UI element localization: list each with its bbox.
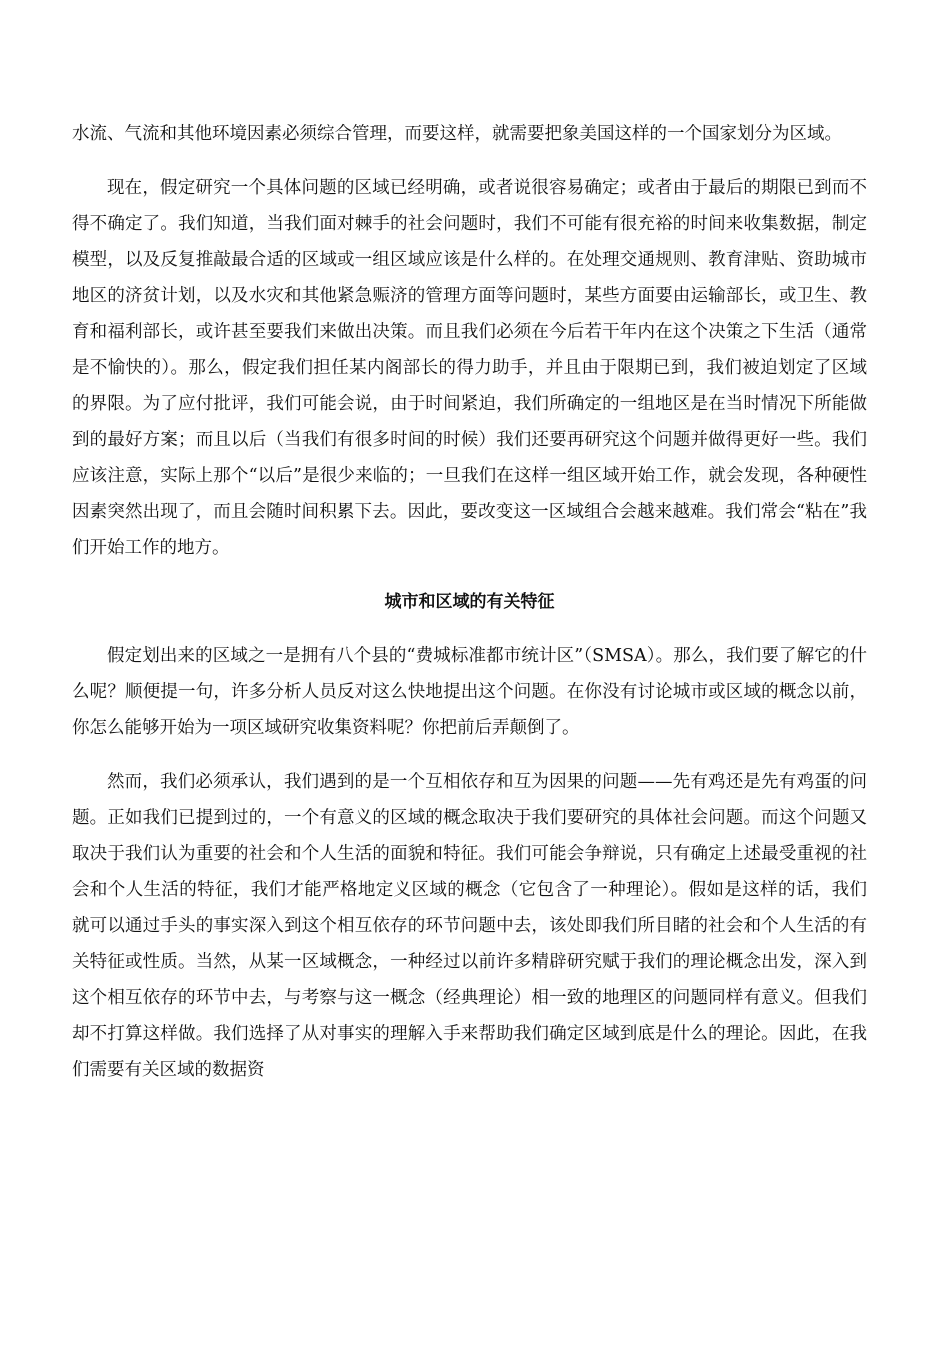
document-page — [72, 116, 867, 1106]
paragraph-deadline-regions: 现在，假定研究一个具体问题的区域已经明确，或者说很容易确定；或者由于最后的期限已到而不得不确定了。我们知道，当我们面对棘手的社会问题时，我们不可能有很充裕的时间来收集数据，制定模型，以及反复推敲最合适的区域或一组区域应该是什么样的。在处理交通规则、教育津贴、资助城市地区的济贫计划，以及水灾和其他紧急赈济的管理方面等问题时，某些方面要由运输部长，或卫生、教育和福利部长，或许甚至要我们来做出决策。而且我们必须在今后若干年内在这个决策之下生活（通常是不愉快的）。那么，假定我们担任某内阁部长的得力助手，并且由于限期已到，我们被迫划定了区域的界限。为了应付批评，我们可能会说，由于时间紧迫，我们所确定的一组地区是在当时情况下所能做到的最好方案；而且以后（当我们有很多时间的时候）我们还要再研究这个问题并做得更好一些。我们应该注意，实际上那个“以后”是很少来临的；一旦我们在这样一组区域开始工作，就会发现，各种硬性因素突然出现了，而且会随时间积累下去。因此，要改变这一区域组合会越来越难。我们常会“粘在”我们开始工作的地方。 — [72, 178, 867, 558]
paragraph-continued: 水流、气流和其他环境因素必须综合管理，而要这样，就需要把象美国这样的一个国家划分为区域。 — [72, 124, 842, 144]
section-heading: 城市和区域的有关特征 — [384, 592, 555, 612]
paragraph-interdependence: 然而，我们必须承认，我们遇到的是一个互相依存和互为因果的问题——先有鸡还是先有鸡蛋的问题。正如我们已提到过的，一个有意义的区域的概念取决于我们要研究的具体社会问题。而这个问题又取决于我们认为重要的社会和个人生活的面貌和特征。我们可能会争辩说，只有确定上述最受重视的社会和个人生活的特征，我们才能严格地定义区域的概念（它包含了一种理论）。假如是这样的话，我们就可以通过手头的事实深入到这个相互依存的环节问题中去，该处即我们所目睹的社会和个人生活的有关特征或性质。当然，从某一区域概念，一种经过以前许多精辟研究赋于我们的理论概念出发，深入到这个相互依存的环节中去，与考察与这一概念（经典理论）相一致的地理区的问题同样有意义。但我们却不打算这样做。我们选择了从对事实的理解入手来帮助我们确定区域到底是什么的理论。因此，在我们需要有关区域的数据资 — [72, 772, 867, 1080]
paragraph-smsa: 假定划出来的区域之一是拥有八个县的“费城标准都市统计区”（SMSA）。那么，我们要了解它的什么呢？顺便提一句，许多分析人员反对这么快地提出这个问题。在你没有讨论城市或区域的概念以前，你怎么能够开始为一项区域研究收集资料呢？你把前后弄颠倒了。 — [72, 646, 867, 738]
